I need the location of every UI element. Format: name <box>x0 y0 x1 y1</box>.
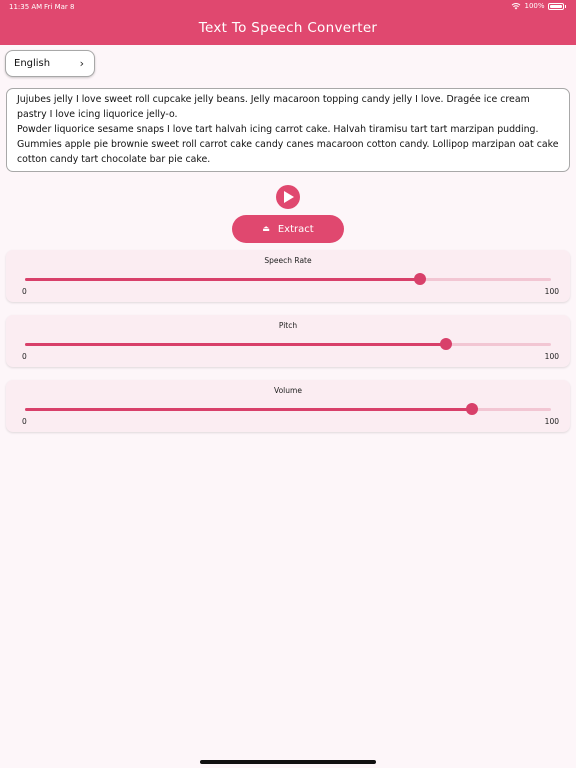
volume-label: Volume <box>274 386 302 395</box>
status-indicators <box>511 2 566 10</box>
status-date: Fri Mar 8 <box>44 3 75 11</box>
app-header <box>0 0 576 45</box>
pitch-slider[interactable] <box>25 343 551 346</box>
volume-max: 100 <box>544 417 559 426</box>
wifi-icon <box>511 2 521 10</box>
play-icon <box>283 191 295 203</box>
pitch-fill <box>25 343 446 346</box>
speech-rate-slider[interactable] <box>25 278 551 281</box>
pitch-thumb[interactable] <box>440 338 452 350</box>
speech-rate-thumb[interactable] <box>414 273 426 285</box>
pitch-max: 100 <box>544 352 559 361</box>
extract-label: Extract <box>277 224 314 235</box>
language-selector[interactable] <box>5 50 95 77</box>
volume-min: 0 <box>22 417 27 426</box>
pitch-min: 0 <box>22 352 27 361</box>
extract-button[interactable] <box>232 215 344 243</box>
home-indicator[interactable] <box>200 760 376 764</box>
pitch-label: Pitch <box>278 321 298 330</box>
speech-rate-card <box>6 250 570 302</box>
chevron-right-icon: › <box>79 57 84 70</box>
status-bar <box>0 0 576 14</box>
volume-fill <box>25 408 472 411</box>
speech-rate-label: Speech Rate <box>264 256 312 265</box>
battery-percent: 100% <box>524 2 545 10</box>
speech-rate-max: 100 <box>544 287 559 296</box>
volume-card <box>6 380 570 432</box>
play-button[interactable] <box>276 185 300 209</box>
battery-tip <box>565 5 567 8</box>
speech-rate-min: 0 <box>22 287 27 296</box>
page-title: Text To Speech Converter <box>198 20 378 36</box>
speech-rate-fill <box>25 278 420 281</box>
eject-icon: ⏏ <box>262 224 270 233</box>
pitch-card <box>6 315 570 367</box>
status-time: 11:35 AM <box>9 3 43 11</box>
language-selected-label: English <box>14 58 51 69</box>
battery-icon <box>548 3 564 10</box>
volume-slider[interactable] <box>25 408 551 411</box>
volume-thumb[interactable] <box>466 403 478 415</box>
text-input-area[interactable]: Jujubes jelly I love sweet roll cupcake jelly beans. Jelly macaroon topping candy jelly I love. Dragée ice cream pastry I love icing liquorice jelly-o. Powder liquorice sesame snaps I love tart halvah icing carrot cake. Halvah tiramisu tart tart marzipan pudding. Gummies apple pie brownie sweet roll carrot cake candy canes macaroon cotton candy. Lollipop marzipan oat cake cotton candy tart chocolate bar pie cake. <box>6 88 570 172</box>
